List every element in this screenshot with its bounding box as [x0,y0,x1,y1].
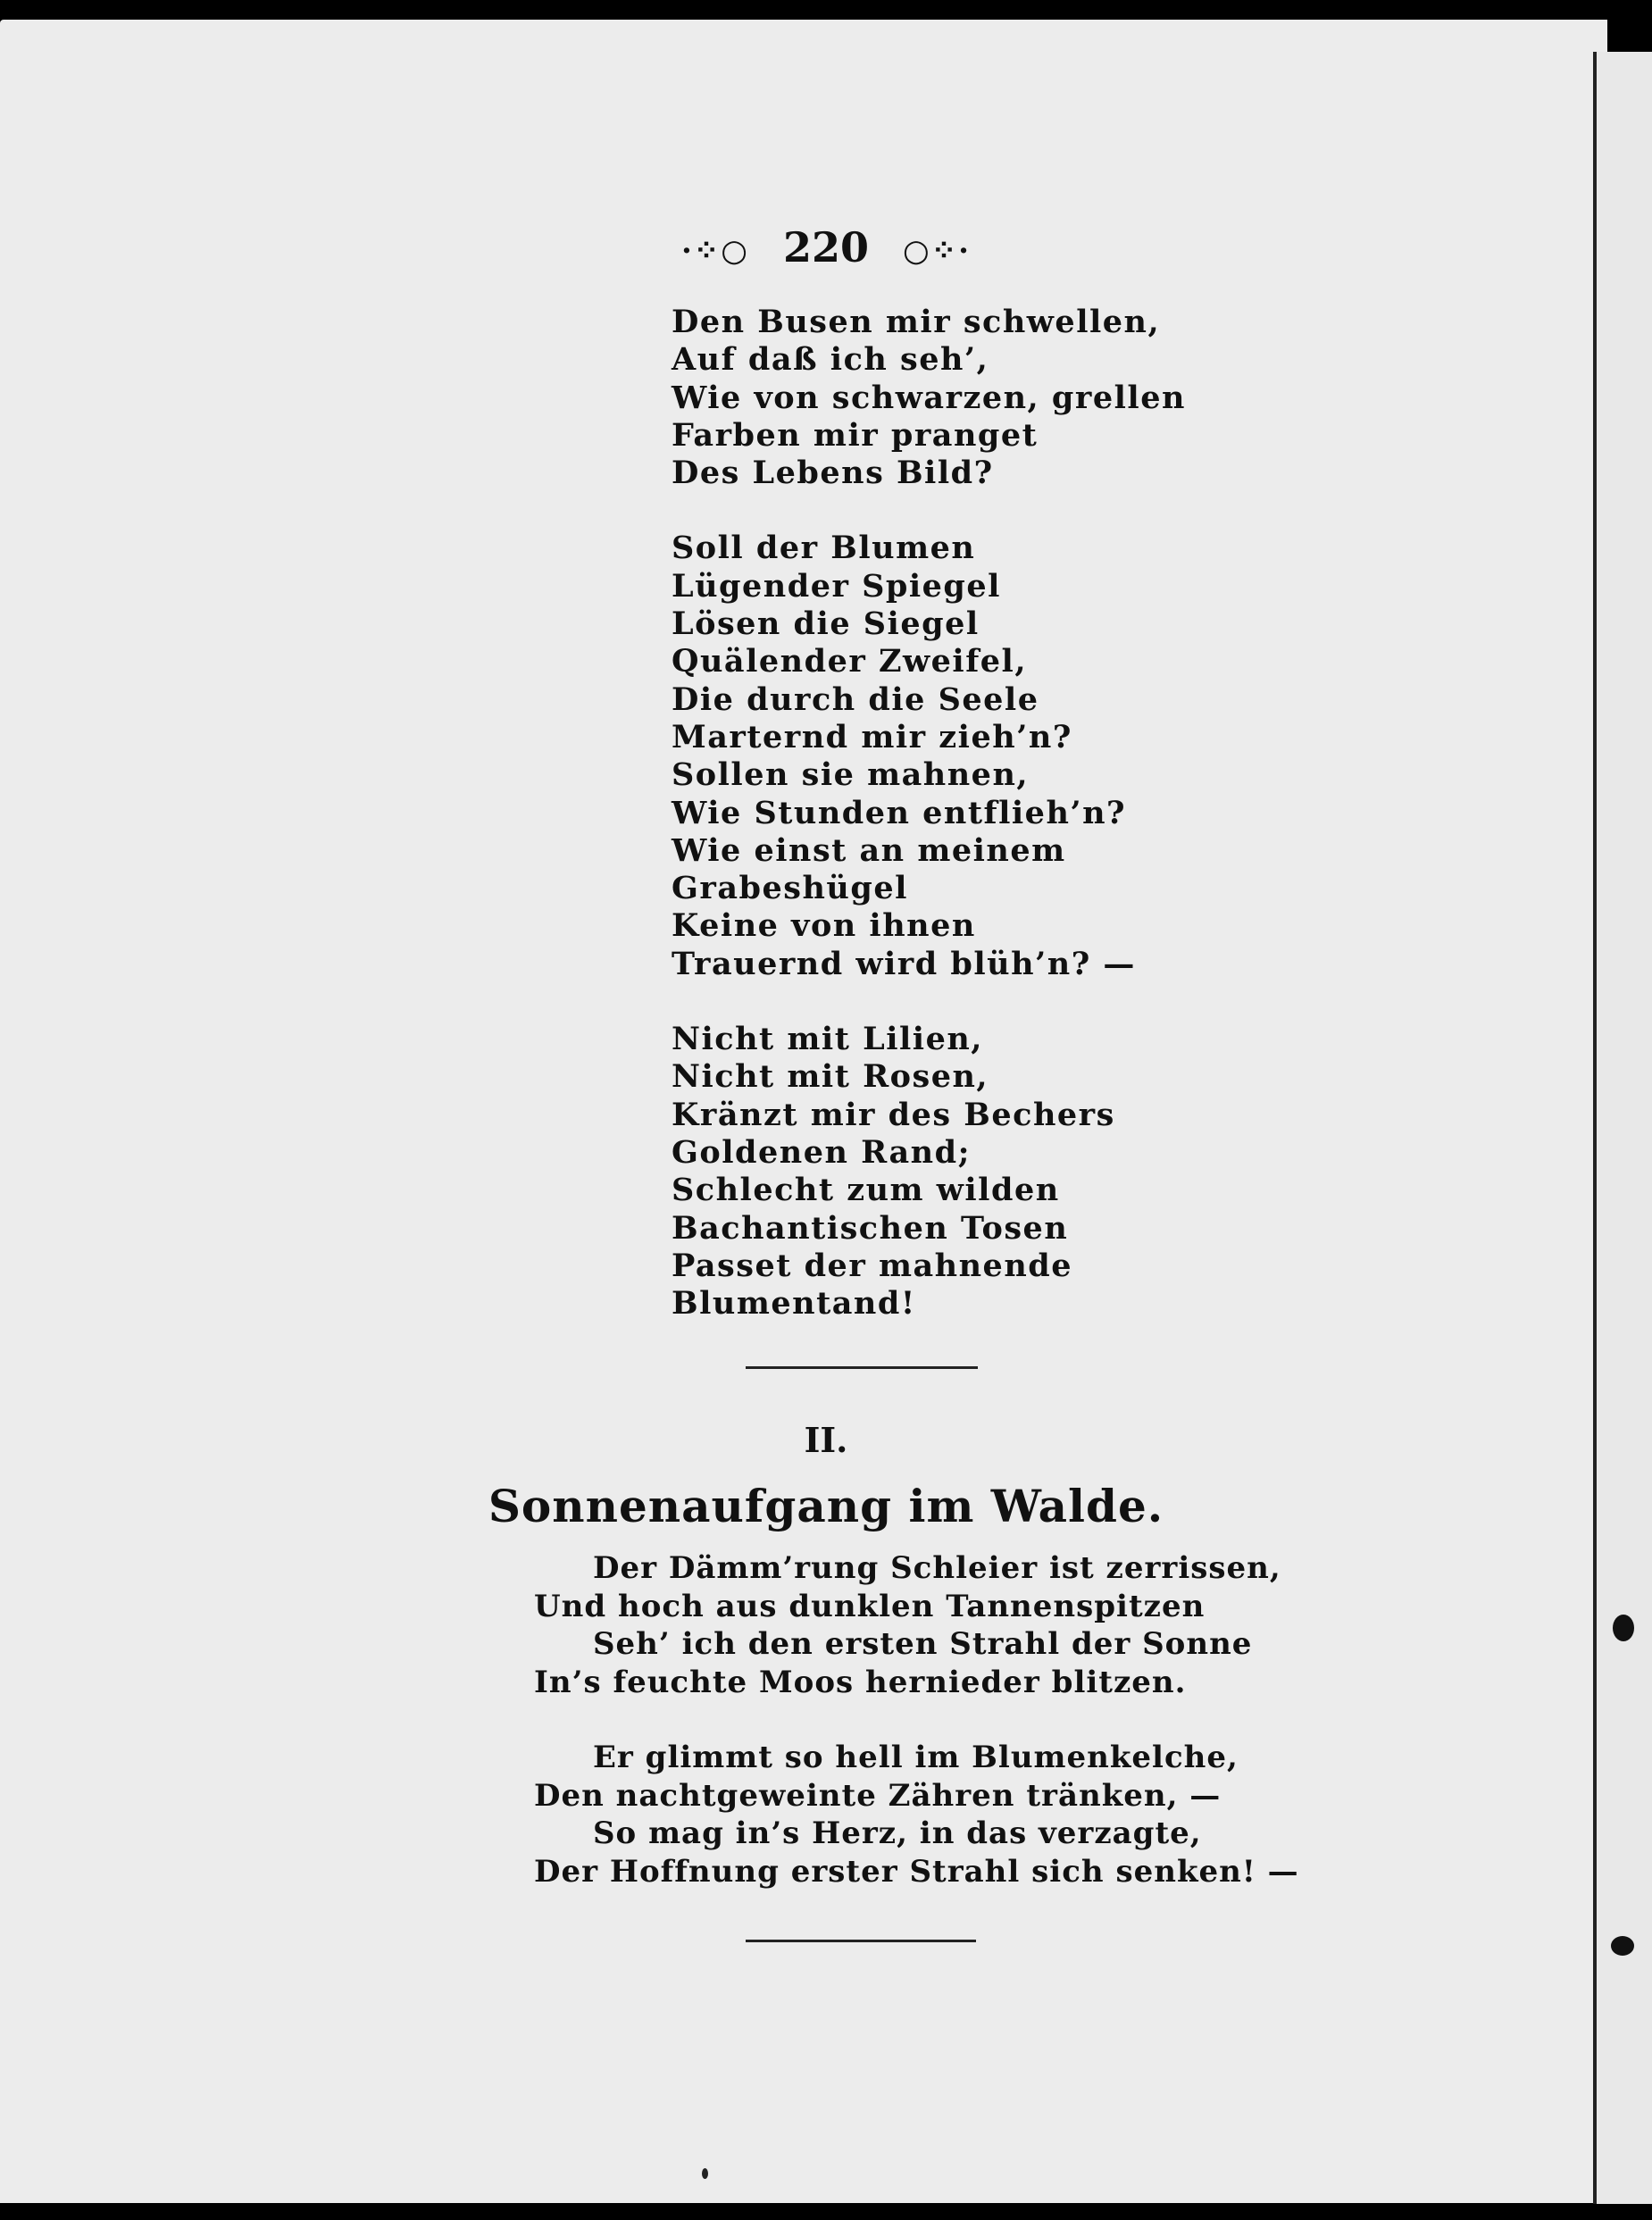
verse-line: Marternd mir zieh’n? [672,718,1072,755]
verse-line: Passet der mahnende [672,1247,1073,1284]
section-divider [746,1366,978,1369]
verse-line: Keine von ihnen [672,907,976,945]
poem-sonnenaufgang [534,1549,1299,1928]
verse-line: Wie von schwarzen, grellen [672,379,1186,416]
edge-blot [1611,1936,1634,1956]
verse-line: Nicht mit Rosen, [672,1058,989,1096]
verse-line: Und hoch aus dunklen Tannenspitzen [534,1588,1206,1624]
verse-line: Bachantischen Tosen [672,1209,1069,1247]
verse-line: Lügender Spiegel [672,567,1001,605]
verse-line: Den nachtgeweinte Zähren tränken, — [534,1777,1222,1814]
verse-line: Farben mir pranget [672,416,1039,454]
verse-line: Der Dämm’rung Schleier ist zerrissen, [593,1550,1281,1586]
verse-line: Des Lebens Bild? [672,455,994,492]
verse-line: Trauernd wird blüh’n? — [672,945,1136,982]
section-title: Sonnenaufgang im Walde. [488,1480,1164,1532]
verse-line: Kränzt mir des Bechers [672,1096,1115,1133]
page-header [0,223,1652,271]
poem-continued [672,304,1186,1360]
verse-line: Den Busen mir schwellen, [672,304,1161,340]
verse-line: Seh’ ich den ersten Strahl der Sonne [593,1626,1253,1662]
verse-line: Er glimmt so hell im Blumenkelche, [593,1740,1239,1775]
verse-line: So mag in’s Herz, in das verzagte, [593,1815,1202,1851]
section-number: II. [804,1420,848,1460]
verse-line: Die durch die Seele [672,680,1039,718]
verse-line: Soll der Blumen [672,530,976,567]
stanza-3 [672,1021,1186,1323]
ornament-left-icon: ·⁘○ [680,233,749,269]
verse-line: Wie einst an meinem [672,831,1066,869]
verse-line: Der Hoffnung erster Strahl sich senken! — [534,1853,1299,1890]
stanza-1 [672,304,1186,492]
stanza-2 [672,530,1186,983]
stanza-2 [534,1739,1299,1890]
verse-line: Wie Stunden entflieh’n? [672,794,1127,831]
verse-line: Quälender Zweifel, [672,643,1028,680]
ornament-right-icon: ○⁘· [903,233,972,269]
verse-line: Schlecht zum wilden [672,1172,1060,1209]
page-number: 220 [782,223,870,271]
verse-line: Auf daß ich seh’, [672,341,989,379]
verse-line: In’s feuchte Moos hernieder blitzen. [534,1664,1187,1700]
ink-speck [702,2168,708,2179]
verse-line: Goldenen Rand; [672,1133,972,1171]
verse-line: Grabeshügel [672,870,908,907]
page-edge [1593,52,1652,2204]
verse-line: Lösen die Siegel [672,605,980,643]
verse-line: Nicht mit Lilien, [672,1021,983,1058]
edge-blot [1613,1615,1634,1641]
verse-line: Blumentand! [672,1285,916,1323]
stanza-1 [534,1549,1299,1701]
end-divider [746,1940,976,1942]
verse-line: Sollen sie mahnen, [672,756,1030,794]
